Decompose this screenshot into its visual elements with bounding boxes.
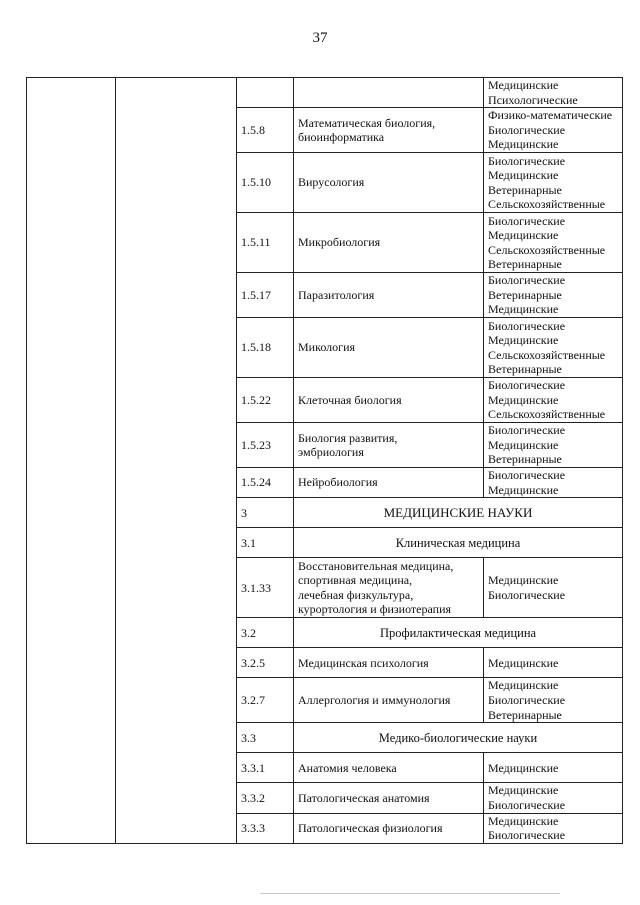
code-cell: 3.1 (237, 528, 294, 558)
table-body (27, 78, 623, 844)
code-cell: 1.5.8 (237, 108, 294, 153)
code-cell: 3.3.2 (237, 783, 294, 813)
science-field: Сельскохозяйственные (488, 407, 606, 422)
code-cell: 3.2.7 (237, 678, 294, 723)
science-field: Биологические (488, 318, 566, 333)
specialty-name-cell: Биология развития, эмбриология (294, 423, 484, 468)
science-field: Медицинские (488, 760, 559, 775)
science-field: Медицинские (488, 302, 559, 317)
science-field: Медицинские (488, 573, 559, 588)
science-field: Биологические (488, 797, 566, 812)
code-cell: 1.5.22 (237, 378, 294, 423)
science-fields-cell (484, 78, 623, 108)
specialty-name-cell: Математическая биология, биоинформатика (294, 108, 484, 153)
science-field: Медицинские (488, 168, 559, 183)
science-fields-cell (484, 558, 623, 618)
specialty-name-cell: Паразитология (294, 273, 484, 318)
science-field: Ветеринарные (488, 287, 562, 302)
science-fields-cell (484, 153, 623, 213)
specialty-name-cell: Нейробиология (294, 468, 484, 498)
code-cell: 1.5.11 (237, 213, 294, 273)
science-field: Медицинские (488, 678, 559, 693)
specialty-name-cell (294, 78, 484, 108)
specialty-name-cell: Клеточная биология (294, 378, 484, 423)
specialty-name-cell: Патологическая анатомия (294, 783, 484, 813)
science-field: Медицинские (488, 437, 559, 452)
specialties-table (26, 77, 623, 844)
science-field: Медицинские (488, 783, 559, 798)
science-field: Ветеринарные (488, 257, 562, 272)
code-cell: 1.5.23 (237, 423, 294, 468)
science-field: Биологические (488, 423, 566, 438)
science-fields-cell (484, 213, 623, 273)
science-field: Биологические (488, 587, 566, 602)
specialty-name-cell: Микология (294, 318, 484, 378)
science-field: Ветеринарные (488, 182, 562, 197)
science-field: Биологические (488, 273, 566, 288)
specialty-name-cell: Анатомия человека (294, 753, 484, 783)
science-field: Сельскохозяйственные (488, 197, 606, 212)
specialty-name-cell: Вирусология (294, 153, 484, 213)
section-title-cell: МЕДИЦИНСКИЕ НАУКИ (294, 498, 623, 528)
science-field: Психологические (488, 92, 578, 107)
code-cell: 3.3.1 (237, 753, 294, 783)
science-field: Ветеринарные (488, 707, 562, 722)
science-field: Сельскохозяйственные (488, 242, 606, 257)
science-fields-cell (484, 753, 623, 783)
science-fields-cell (484, 783, 623, 813)
science-field: Медицинские (488, 482, 559, 497)
science-field: Медицинские (488, 228, 559, 243)
bottom-scan-line (260, 893, 560, 894)
empty-cell-2 (116, 78, 237, 844)
science-fields-cell (484, 423, 623, 468)
science-fields-cell (484, 468, 623, 498)
science-field: Биологические (488, 693, 566, 708)
code-cell: 3.2.5 (237, 648, 294, 678)
empty-cell-1 (27, 78, 116, 844)
specialty-name-cell: Патологическая физиология (294, 813, 484, 843)
section-title-cell: Клиническая медицина (294, 528, 623, 558)
science-fields-cell (484, 108, 623, 153)
science-field: Биологические (488, 122, 566, 137)
science-fields-cell (484, 813, 623, 843)
specialty-name-cell: Медицинская психология (294, 648, 484, 678)
science-field: Медицинские (488, 137, 559, 152)
specialty-name-cell: Микробиология (294, 213, 484, 273)
section-title-cell: Медико-биологические науки (294, 723, 623, 753)
page-number: 37 (312, 30, 328, 46)
science-fields-cell (484, 678, 623, 723)
science-field: Биологические (488, 468, 566, 483)
science-fields-cell (484, 648, 623, 678)
code-cell: 1.5.18 (237, 318, 294, 378)
science-fields-cell (484, 273, 623, 318)
science-field: Медицинские (488, 333, 559, 348)
specialty-name-cell: Восстановительная медицина, спортивная медицина, лечебная физкультура, курортология и физиотерапия (294, 558, 484, 618)
code-cell: 3.3 (237, 723, 294, 753)
science-field: Сельскохозяйственные (488, 347, 606, 362)
code-cell: 3 (237, 498, 294, 528)
science-field: Медицинские (488, 392, 559, 407)
science-field: Ветеринарные (488, 452, 562, 467)
science-field: Физико-математические (488, 108, 613, 123)
code-cell: 3.2 (237, 618, 294, 648)
science-field: Биологические (488, 378, 566, 393)
code-cell: 1.5.10 (237, 153, 294, 213)
table-row (27, 78, 623, 108)
science-field: Биологические (488, 153, 566, 168)
science-field: Ветеринарные (488, 362, 562, 377)
specialty-name-cell: Аллергология и иммунология (294, 678, 484, 723)
science-field: Биологические (488, 828, 566, 843)
code-cell: 1.5.17 (237, 273, 294, 318)
science-field: Медицинские (488, 655, 559, 670)
code-cell (237, 78, 294, 108)
code-cell: 3.3.3 (237, 813, 294, 843)
science-field: Медицинские (488, 813, 559, 828)
science-fields-cell (484, 378, 623, 423)
code-cell: 1.5.24 (237, 468, 294, 498)
science-field: Медицинские (488, 78, 559, 92)
code-cell: 3.1.33 (237, 558, 294, 618)
science-field: Биологические (488, 213, 566, 228)
section-title-cell: Профилактическая медицина (294, 618, 623, 648)
science-fields-cell (484, 318, 623, 378)
